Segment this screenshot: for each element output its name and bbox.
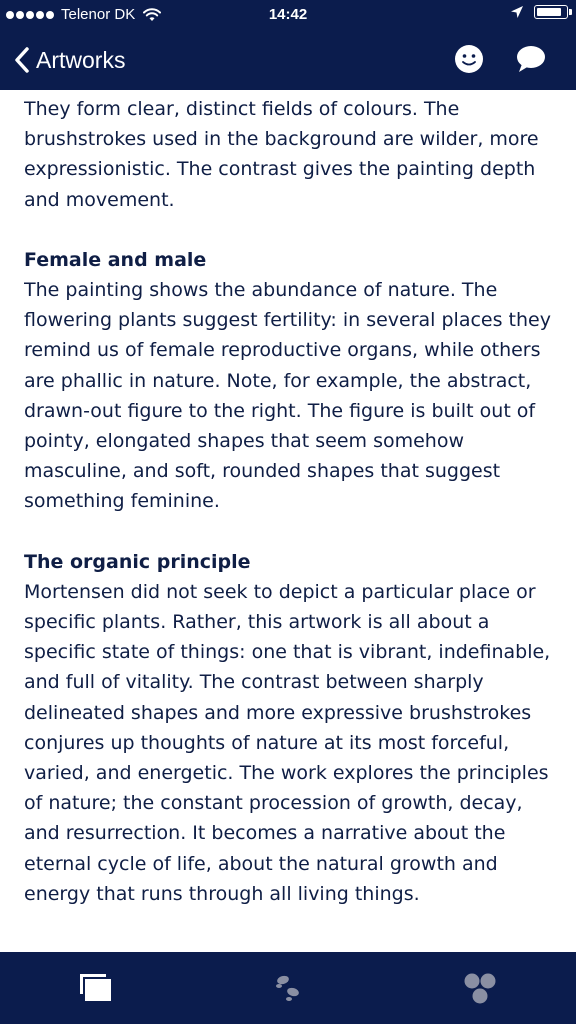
tab-more[interactable] xyxy=(450,963,510,1013)
carrier-name: Telenor DK xyxy=(61,6,136,23)
article-section xyxy=(24,245,554,517)
section-body: Mortensen did not seek to depict a particular place or specific plants. Rather, this artwork is all about a specific state of things: one that is vibrant, indefinable, and full of vitality. The contrast between sharply delineated shapes and more expressive brushstrokes conjures up thoughts of nature at its most forceful, varied, and energetic. The work explores the principles of nature; the constant procession of growth, decay, and resurrection. It becomes a narrative about the eternal cycle of life, about the natural growth and energy that runs through all living things. xyxy=(24,580,551,905)
back-button[interactable] xyxy=(14,42,125,78)
section-heading: Female and male xyxy=(24,248,207,271)
smiley-icon xyxy=(454,44,484,74)
back-button-label: Artworks xyxy=(36,46,126,73)
feedback-button[interactable] xyxy=(452,42,486,76)
nav-actions xyxy=(452,42,548,76)
status-time: 14:42 xyxy=(268,6,308,23)
status-bar xyxy=(0,0,576,32)
article-paragraph: They form clear, distinct fields of colours. The brushstrokes used in the background are wilder, more expressionistic. The contrast gives the painting depth and movement. xyxy=(24,98,539,211)
footprints-icon xyxy=(272,972,304,1004)
article-section xyxy=(24,547,554,909)
layered-cards-icon xyxy=(79,973,113,1003)
comments-button[interactable] xyxy=(514,42,548,76)
tab-tours[interactable] xyxy=(258,963,318,1013)
section-heading: The organic principle xyxy=(24,550,251,573)
three-circles-icon xyxy=(463,971,497,1005)
section-body: The painting shows the abundance of nature. The flowering plants suggest fertility: in several places they remind us of female reproductive organs, while others are phallic in nature. Note, for example, the abstract, drawn-out figure to the right. The figure is built out of pointy, elongated shapes that seem somehow masculine, and soft, rounded shapes that suggest something feminine. xyxy=(24,279,551,513)
navigation-bar xyxy=(0,32,576,90)
battery-level xyxy=(537,8,561,16)
location-arrow-icon xyxy=(510,5,524,19)
back-chevron-icon xyxy=(14,46,30,74)
status-right xyxy=(510,5,568,19)
chat-bubble-icon xyxy=(516,45,546,73)
battery-icon xyxy=(534,5,568,19)
tab-artworks[interactable] xyxy=(66,963,126,1013)
article-content xyxy=(24,90,554,952)
tab-bar xyxy=(0,952,576,1024)
